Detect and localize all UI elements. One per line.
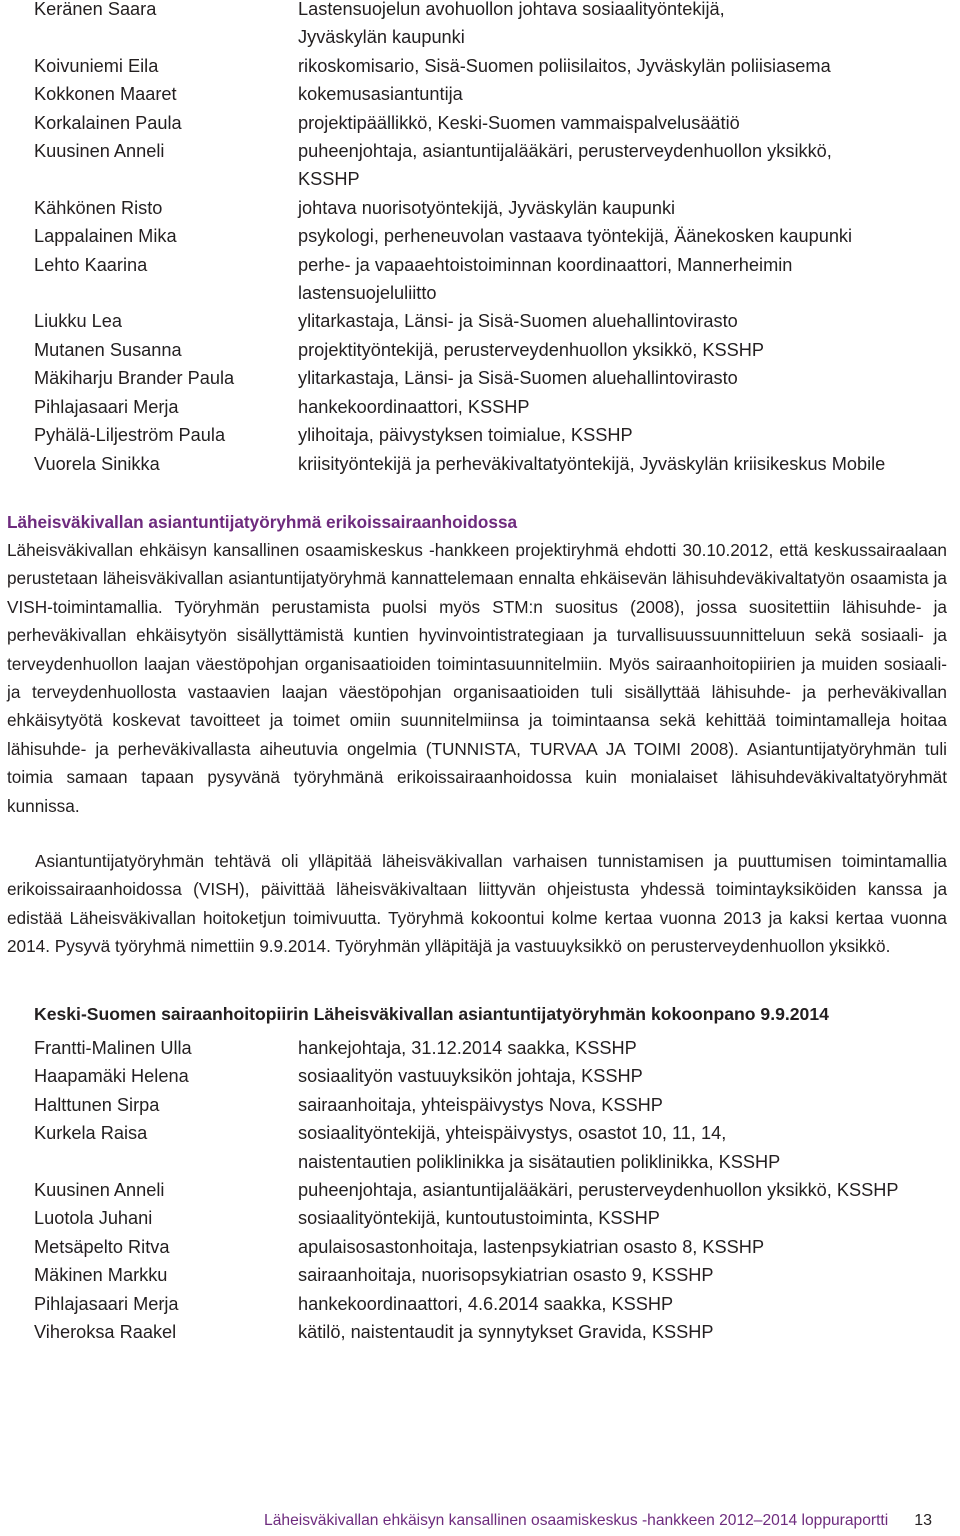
member-name: Pihlajasaari Merja bbox=[34, 396, 179, 417]
member-role: johtava nuorisotyöntekijä, Jyväskylän kaupunki bbox=[298, 197, 676, 218]
list-item bbox=[34, 1062, 954, 1090]
list-item bbox=[34, 1290, 954, 1318]
section-heading: Läheisväkivallan asiantuntijatyöryhmä erikoissairaanhoidossa bbox=[7, 512, 518, 532]
body-paragraph-1 bbox=[7, 536, 947, 820]
members-list-2 bbox=[34, 1034, 954, 1346]
member-name: Kokkonen Maaret bbox=[34, 84, 177, 105]
list-item bbox=[34, 450, 954, 478]
member-role: apulaisosastonhoitaja, lastenpsykiatrian osasto 8, KSSHP bbox=[298, 1236, 765, 1257]
member-role: projektipäällikkö, Keski-Suomen vammaispalvelusäätiö bbox=[298, 112, 740, 133]
member-name: Frantti-Malinen Ulla bbox=[34, 1038, 192, 1058]
member-role: projektityöntekijä, perusterveydenhuollon yksikkö, KSSHP bbox=[298, 339, 765, 360]
list-item bbox=[34, 1261, 954, 1289]
list-item bbox=[34, 1176, 954, 1204]
member-name: Vuorela Sinikka bbox=[34, 453, 160, 474]
list-item bbox=[34, 52, 954, 80]
member-role: ylitarkastaja, Länsi- ja Sisä-Suomen aluehallintovirasto bbox=[298, 368, 738, 389]
list-item bbox=[34, 393, 954, 421]
paragraph-text: Läheisväkivallan ehkäisyn kansallinen osaamiskeskus -hankkeen projektiryhmä ehdotti 30.10.2012, että keskussairaalaan perustetaan läheisväkivallan asiantuntijatyöryhmä kannattelemaan ennalta ehkäisevän lähisuhdeväkivaltatyön osaamista ja VISH-toimintamallia. Työryhmän perustamista puolsi myös STM:n suositus (2008), jossa suositettiin lähisuhde- ja perheväkivallan ehkäisytyön sisällyttämistä kuntien hyvinvointistrategiaan ja turvallisuussuunnitteluun sekä sosiaali- ja terveydenhuollon laajan väestöpohjan organisaatioiden toimintasuunnitelmiin. Myös sairaanhoitopiirien ja muiden sosiaali- ja terveydenhuollosta vastaavien laajan väestöpohjan organisaatioiden tuli sisällyttää lähisuhde- ja perheväkivallan ehkäisytyötä koskevat tavoitteet ja toimet omiin suunnitelmiinsa ja toimintaansa sekä kehittää toimintamalleja hoitaa lähisuhde- ja perheväkivallasta aiheutuvia ongelmia (TUNNISTA, TURVAA JA TOIMI 2008). Asiantuntijatyöryhmän tuli toimia samaan tapaan pysyvänä työryhmänä erikoissairaanhoidossa kuin monialaiset lähisuhdeväkivaltatyöryhmät kunnissa. bbox=[7, 540, 947, 816]
member-name: Viheroksa Raakel bbox=[34, 1322, 177, 1343]
member-role: ylitarkastaja, Länsi- ja Sisä-Suomen aluehallintovirasto bbox=[298, 311, 738, 332]
list-item bbox=[34, 1119, 954, 1176]
member-role: hankekoordinaattori, 4.6.2014 saakka, KSSHP bbox=[298, 1293, 674, 1314]
members-list-1 bbox=[34, 0, 954, 478]
member-role: hankejohtaja, 31.12.2014 saakka, KSSHP bbox=[298, 1038, 637, 1058]
member-role: perhe- ja vapaaehtoistoiminnan koordinaattori, Mannerheimin lastensuojeluliitto bbox=[298, 254, 793, 304]
member-role: kriisityöntekijä ja perheväkivaltatyöntekijä, Jyväskylän kriisikeskus Mobile bbox=[298, 453, 886, 474]
member-name: Luotola Juhani bbox=[34, 1208, 153, 1229]
body-paragraph-2 bbox=[7, 847, 947, 961]
list-item bbox=[34, 1204, 954, 1232]
member-role: hankekoordinaattori, KSSHP bbox=[298, 396, 530, 417]
list-item bbox=[34, 137, 954, 194]
member-name: Kuusinen Anneli bbox=[34, 141, 165, 162]
member-role: sairaanhoitaja, nuorisopsykiatrian osasto 9, KSSHP bbox=[298, 1265, 714, 1286]
member-role: sairaanhoitaja, yhteispäivystys Nova, KSSHP bbox=[298, 1094, 663, 1115]
member-role: kätilö, naistentaudit ja synnytykset Gravida, KSSHP bbox=[298, 1322, 714, 1343]
member-role: rikoskomisario, Sisä-Suomen poliisilaitos, Jyväskylän poliisiasema bbox=[298, 55, 831, 76]
member-name: Liukku Lea bbox=[34, 311, 122, 332]
member-name: Pihlajasaari Merja bbox=[34, 1293, 179, 1314]
list-item bbox=[34, 1034, 954, 1062]
member-name: Haapamäki Helena bbox=[34, 1066, 189, 1087]
page-number: 13 bbox=[914, 1512, 932, 1529]
list-item bbox=[34, 80, 954, 108]
member-role: puheenjohtaja, asiantuntijalääkäri, perusterveydenhuollon yksikkö, KSSHP bbox=[298, 1180, 899, 1201]
member-role: sosiaalityöntekijä, yhteispäivystys, osastot 10, 11, 14, naistentautien poliklinikka ja sisätautien poliklinikka, KSSHP bbox=[298, 1123, 781, 1172]
member-name: Keränen Saara bbox=[34, 0, 157, 19]
member-name: Mutanen Susanna bbox=[34, 339, 182, 360]
list-item bbox=[34, 1091, 954, 1119]
paragraph-text: Asiantuntijatyöryhmän tehtävä oli ylläpitää läheisväkivallan varhaisen tunnistamisen ja puuttumisen toimintamallia erikoissairaanhoidossa (VISH), päivittää läheisväkivaltaan liittyvän ohjeistusta yhdessä toimintayksiköiden kanssa ja edistää Läheisväkivallan hoitoketjun toimivuutta. Työryhmä kokoontui kolme kertaa vuonna 2013 ja kaksi kertaa vuonna 2014. Pysyvä työryhmä nimettiin 9.9.2014. Työryhmän ylläpitäjä ja vastuuyksikkö on perusterveydenhuollon yksikkö. bbox=[7, 851, 947, 957]
page-footer bbox=[264, 1510, 932, 1532]
composition-heading: Keski-Suomen sairaanhoitopiirin Läheisväkivallan asiantuntijatyöryhmän kokoonpano 9.9.2014 bbox=[34, 1004, 829, 1024]
list-item bbox=[34, 336, 954, 364]
list-item bbox=[34, 0, 954, 52]
list-item bbox=[34, 251, 954, 308]
list-item bbox=[34, 222, 954, 250]
list-item bbox=[34, 1318, 954, 1346]
member-name: Kähkönen Risto bbox=[34, 197, 163, 218]
member-role: kokemusasiantuntija bbox=[298, 84, 463, 105]
member-name: Kuusinen Anneli bbox=[34, 1180, 165, 1201]
footer-text: Läheisväkivallan ehkäisyn kansallinen osaamiskeskus -hankkeen 2012–2014 loppuraportti bbox=[264, 1512, 889, 1529]
member-name: Korkalainen Paula bbox=[34, 112, 182, 133]
list-item bbox=[34, 307, 954, 335]
member-name: Mäkinen Markku bbox=[34, 1265, 168, 1286]
member-name: Pyhälä-Liljeström Paula bbox=[34, 425, 226, 446]
list-item bbox=[34, 109, 954, 137]
member-role: puheenjohtaja, asiantuntijalääkäri, perusterveydenhuollon yksikkö, KSSHP bbox=[298, 141, 832, 190]
member-name: Koivuniemi Eila bbox=[34, 55, 159, 76]
member-role: sosiaalityöntekijä, kuntoutustoiminta, KSSHP bbox=[298, 1208, 660, 1229]
member-name: Kurkela Raisa bbox=[34, 1123, 148, 1144]
member-name: Lappalainen Mika bbox=[34, 226, 177, 247]
member-role: sosiaalityön vastuuyksikön johtaja, KSSHP bbox=[298, 1066, 643, 1087]
member-role: Lastensuojelun avohuollon johtava sosiaalityöntekijä, Jyväskylän kaupunki bbox=[298, 0, 725, 48]
list-item bbox=[34, 1233, 954, 1261]
member-role: psykologi, perheneuvolan vastaava työntekijä, Äänekosken kaupunki bbox=[298, 226, 853, 247]
list-item bbox=[34, 194, 954, 222]
member-name: Lehto Kaarina bbox=[34, 254, 148, 275]
list-item bbox=[34, 364, 954, 392]
member-name: Halttunen Sirpa bbox=[34, 1094, 160, 1115]
list-item bbox=[34, 421, 954, 449]
member-name: Mäkiharju Brander Paula bbox=[34, 368, 235, 389]
member-role: ylihoitaja, päivystyksen toimialue, KSSHP bbox=[298, 425, 633, 446]
member-name: Metsäpelto Ritva bbox=[34, 1236, 170, 1257]
